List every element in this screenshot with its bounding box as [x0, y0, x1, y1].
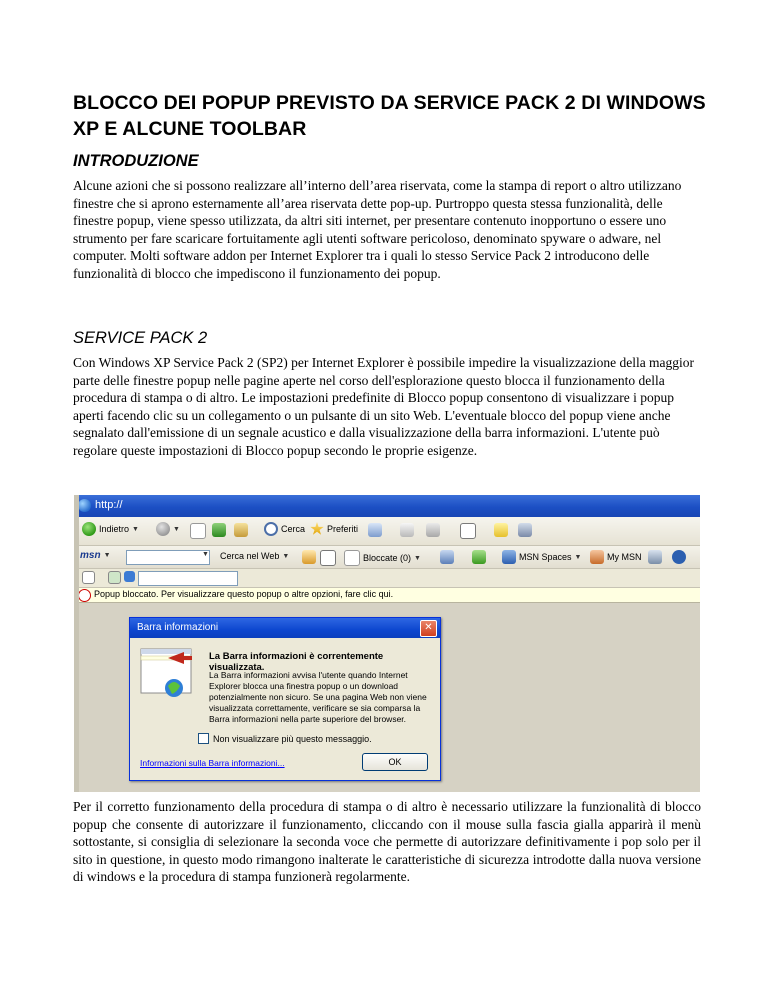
page-icon[interactable] — [82, 571, 95, 584]
back-button[interactable] — [82, 522, 139, 536]
dropdown-arrow-icon: ▼ — [282, 552, 290, 560]
information-bar[interactable] — [74, 588, 700, 603]
dialog-title: Barra informazioni — [137, 622, 219, 633]
add-icon[interactable] — [124, 571, 135, 582]
home-icon[interactable] — [234, 523, 248, 537]
section-text-introduzione: Alcune azioni che si possono realizzare all’interno dell’area riservata, come la stampa di report o altro utilizzano finestre che si aprono esternamente all’area riservata dette pop-up. Purtroppo questa stessa funzionalità, delle finestre popup, viene spesso utilizzata, da altri siti internet, per presentare contenuto inopportuno o essere uno strumento per fare scaricare fortuitamente agli utenti software pericoloso, denominato spyware o adware, nel computer. Molti software addon per Internet Explorer tra i quali lo stesso Service Pack 2 introducono delle funzionalità di blocco che impediscono il funzionamento dei popup. — [73, 178, 682, 281]
forward-arrow-icon — [156, 522, 170, 536]
print-icon[interactable] — [426, 523, 440, 537]
history-icon[interactable] — [368, 523, 382, 537]
dropdown-arrow-icon: ▼ — [173, 525, 180, 533]
dropdown-arrow-icon: ▼ — [132, 525, 139, 533]
refresh-icon[interactable] — [212, 523, 226, 537]
search-web-button[interactable] — [220, 551, 289, 561]
dont-show-checkbox[interactable] — [198, 733, 372, 744]
favorites-button[interactable] — [310, 522, 358, 536]
close-icon[interactable]: ✕ — [420, 620, 437, 637]
stop-icon[interactable] — [190, 523, 206, 539]
section-text-instructions: Per il corretto funzionamento della procedura di stampa o di altro è necessario utilizzare la funzionalità di blocco popup che consente di autorizzare il funzionamento, cliccando con il mouse sulla fascia gialla apparirà il menù sottostante, si consiglia di selezionare la seconda voce che permette di autorizzare definitivamente i pop solo per il sito in questione, in questo modo rimangono inalterate le caratteristiche di sicurezza introdotte dalla nuova versione di windows e la procedura di stampa funzionerà regolarmente. — [73, 799, 701, 885]
address-input[interactable] — [138, 571, 238, 586]
favorites-label: Preferiti — [327, 524, 359, 534]
blocked-count-label: Bloccate (0) — [363, 553, 412, 563]
section-text-service-pack: Con Windows XP Service Pack 2 (SP2) per Internet Explorer è possibile impedire la visualizzazione della maggior parte delle finestre popup nelle pagine aperte nel corso dell'esplorazione questo blocca il funzionamento della procedura di stampa o di altro. Le impostazioni predefinite di Blocco popup consentono di visualizzare i popup aperti facendo clic su un collegamento o un pulsante di un sito Web. L'eventuale blocco del popup viene anche segnalato dall'emissione di un segnale acustico e dalla visualizzazione della barra informazioni. L'utente può regolare queste impostazioni di Blocco popup secondo le proprie esigenze. — [73, 355, 695, 458]
search-dropdown-icon[interactable]: ▼ — [202, 551, 209, 558]
search-icon — [264, 522, 278, 536]
msn-logo-text: msn — [80, 550, 101, 561]
ie-window-title: http:// — [95, 499, 123, 511]
mail-icon[interactable] — [400, 523, 414, 537]
my-msn-icon — [590, 550, 604, 564]
document-title: BLOCCO DEI POPUP PREVISTO DA SERVICE PACK 2 DI WINDOWS XP E ALCUNE TOOLBAR — [73, 92, 706, 140]
checkbox-label: Non visualizzare più questo messaggio. — [213, 733, 372, 744]
buddies-icon[interactable] — [472, 550, 486, 564]
section-heading-service-pack: SERVICE PACK 2 — [73, 329, 208, 347]
favorites-star-icon — [310, 522, 324, 536]
ie-standard-toolbar — [74, 517, 700, 546]
help-icon[interactable] — [672, 550, 686, 564]
ie-titlebar — [74, 495, 700, 517]
msn-spaces-button[interactable] — [502, 550, 581, 564]
dropdown-arrow-icon: ▼ — [103, 552, 111, 559]
back-arrow-icon — [82, 522, 96, 536]
msn-spaces-label: MSN Spaces — [519, 552, 572, 562]
blocked-icon — [78, 589, 91, 602]
information-bar-dialog — [129, 617, 441, 781]
checkbox-icon[interactable] — [198, 733, 209, 744]
folder-icon[interactable] — [494, 523, 508, 537]
new-page-icon[interactable] — [108, 571, 121, 584]
search-button[interactable] — [264, 522, 305, 536]
information-bar-illustration-icon — [140, 648, 192, 702]
dropdown-arrow-icon: ▼ — [414, 554, 421, 562]
msn-logo[interactable] — [80, 550, 111, 561]
links-toolbar — [74, 569, 700, 588]
spaces-icon — [502, 550, 516, 564]
ok-button[interactable]: OK — [362, 753, 428, 771]
forward-button[interactable] — [156, 522, 180, 536]
window-edge — [74, 495, 79, 792]
ie-logo-icon — [78, 499, 91, 512]
dialog-titlebar — [130, 618, 440, 638]
popup-blocked-button[interactable] — [344, 550, 421, 566]
msn-search-input[interactable] — [126, 550, 210, 565]
mail-icon[interactable] — [440, 550, 454, 564]
back-label: Indietro — [99, 524, 130, 534]
search-web-label: Cerca nel Web — [220, 551, 280, 561]
options-icon[interactable] — [648, 550, 662, 564]
section-heading-introduzione: INTRODUZIONE — [73, 152, 199, 170]
info-bar-help-link[interactable]: Informazioni sulla Barra informazioni... — [140, 758, 285, 768]
dialog-body-text: La Barra informazioni avvisa l'utente quando Internet Explorer blocca una finestra popup o un download potenzialmente non sicuro. Se una pagina Web non viene visualizzata correttamente, verificare se sia comparsa la Barra informazioni nella parte superiore del browser. — [209, 670, 427, 724]
word-icon[interactable] — [460, 523, 476, 539]
messenger-icon[interactable] — [518, 523, 532, 537]
my-msn-button[interactable] — [590, 550, 642, 564]
my-msn-label: My MSN — [607, 552, 642, 562]
dropdown-arrow-icon: ▼ — [574, 553, 582, 561]
ie-screenshot — [74, 495, 700, 792]
notes-icon[interactable] — [320, 550, 336, 566]
msn-toolbar — [74, 546, 700, 569]
highlight-icon[interactable] — [302, 550, 316, 564]
dialog-heading: La Barra informazioni è correntemente visualizzata. — [209, 651, 384, 673]
information-bar-text: Popup bloccato. Per visualizzare questo popup o altre opzioni, fare clic qui. — [94, 589, 394, 599]
popup-blocker-icon — [344, 550, 360, 566]
search-label: Cerca — [281, 524, 306, 534]
